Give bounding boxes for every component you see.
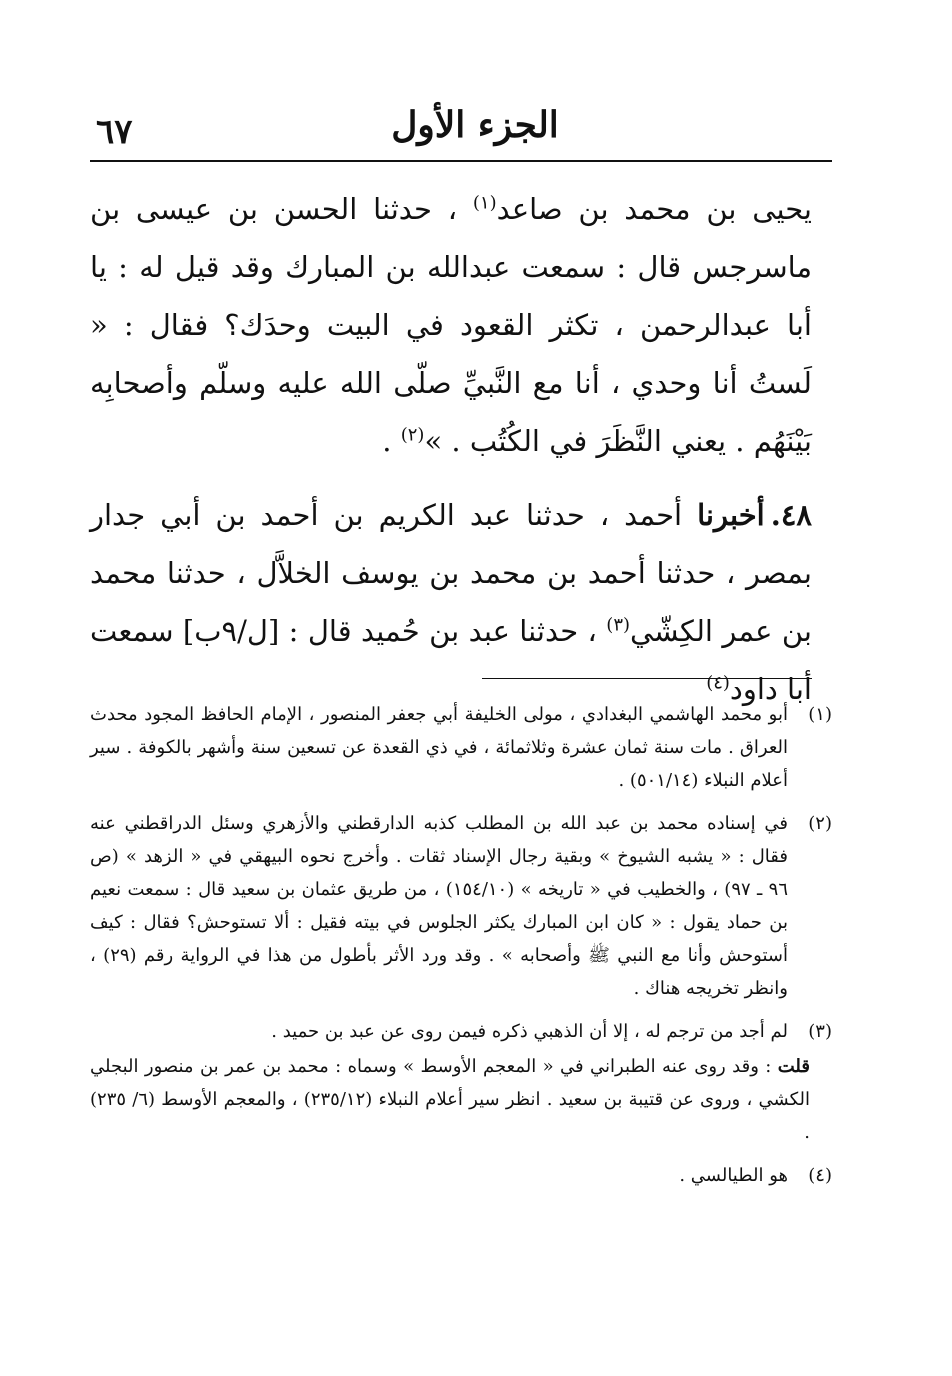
- footnote-mark: (٢): [808, 813, 832, 834]
- text-run: يحيى بن محمد بن صاعد: [496, 192, 812, 226]
- footnote-ref-2: (٢): [400, 424, 425, 446]
- footnote-ref-3: (٣): [606, 614, 631, 636]
- footnote-mark: (١): [808, 704, 832, 725]
- footnote-3-comment: [90, 1050, 832, 1149]
- footnote-ref-4: (٤): [706, 672, 730, 694]
- text-run: ، حدثنا الحسن بن عيسى بن ماسرجس قال : سمعت عبدالله بن المبارك وقد قيل له : يا أبا عبدالرحمن ، تكثر القعود في البيت وحدَك؟ فقال : « لَستُ أنا وحدي ، أنا مع النَّبيِّ صلّى الله عليه وسلّم وأصحابِه بَيْنَهُم . يعني النَّظَرَ في الكُتُب . »: [90, 192, 812, 458]
- footnote-rule: [482, 678, 812, 679]
- footnote-1: [90, 698, 832, 797]
- comment-text: : وقد روى عنه الطبراني في « المعجم الأوسط » وسماه : محمد بن عمر بن منصور البجلي الكشي ، وروى عن قتيبة بن سعيد . انظر سير أعلام النبلاء (٢٣٥/١٢) ، والمعجم الأوسط (٦/ ٢٣٥) .: [90, 1056, 810, 1143]
- main-text: [90, 180, 812, 718]
- footnote-3: [90, 1015, 832, 1048]
- comment-keyword: قلت: [777, 1056, 810, 1077]
- footnote-mark: (٤): [808, 1165, 832, 1186]
- footnote-text: لم أجد من ترجم له ، إلا أن الذهبي ذكره فيمن روى عن عبد بن حميد .: [271, 1021, 788, 1042]
- footnote-ref-1: (١): [472, 192, 497, 214]
- footnote-mark: (٣): [808, 1021, 832, 1042]
- page-number: ٦٧: [96, 112, 133, 152]
- page-header: [90, 104, 832, 162]
- text-run: أحمد ، حدثنا عبد الكريم بن أحمد بن أبي جدار بمصر ، حدثنا أحمد بن محمد بن يوسف الخلاَّل ، حدثنا محمد بن عمر الكِشّي: [90, 498, 812, 648]
- footnote-text: أبو محمد الهاشمي البغدادي ، مولى الخليفة أبي جعفر المنصور ، الإمام الحافظ المجود محدث العراق . مات سنة ثمان عشرة وثلاثمائة ، في ذي القعدة عن تسعين سنة وأشهر بالكوفة . سير أعلام النبلاء (٥٠١/١٤) .: [90, 704, 788, 791]
- paragraph-48: [90, 486, 812, 718]
- running-title: الجزء الأول: [391, 104, 559, 146]
- text-run: ، حدثنا عبد بن حُميد قال : [ل/٩ب] سمعت أبا داود: [90, 614, 812, 706]
- header-rule: [90, 160, 832, 162]
- text-run: .: [382, 424, 401, 458]
- hadith-keyword: أخبرنا: [697, 498, 765, 532]
- footnote-text: في إسناده محمد بن عبد الله بن المطلب كذبه الدارقطني والأزهري وسئل الدراقطني عنه فقال : « يشبه الشيوخ » وبقية رجال الإسناد ثقات . وأخرج نحوه البيهقي في « الزهد » (ص ٩٦ ـ ٩٧) ، والخطيب في « تاريخه » (١٥٤/١٠) ، من طريق عثمان بن سعيد قال : سمعت نعيم بن حماد يقول : « كان ابن المبارك يكثر الجلوس في بيته فقيل : ألا تستوحش؟ فقال : كيف أستوحش وأنا مع النبي ﷺ وأصحابه » . وقد ورد الأثر بأطول من هذا في الرواية رقم (٢٩) ، وانظر تخريجه هناك .: [90, 813, 788, 999]
- paragraph-continuation: [90, 180, 812, 470]
- footnote-4: [90, 1159, 832, 1192]
- hadith-number: ٤٨.: [770, 498, 812, 532]
- footnotes: [90, 698, 832, 1202]
- footnote-text: هو الطيالسي .: [679, 1165, 788, 1186]
- footnote-2: [90, 807, 832, 1005]
